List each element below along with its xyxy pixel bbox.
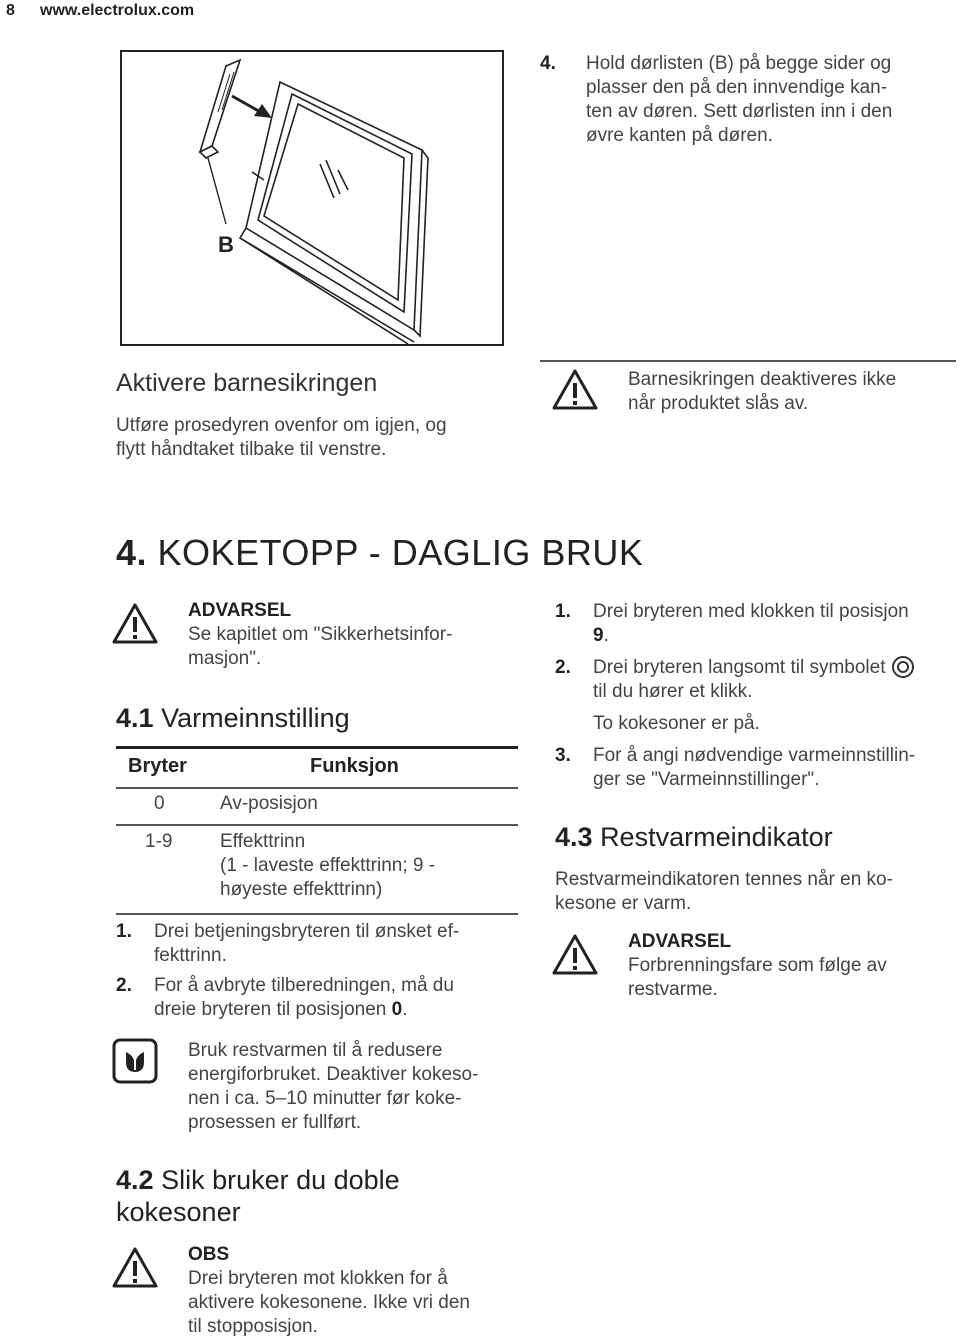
page-number: 8: [6, 2, 15, 19]
step-line: For å angi nødvendige varmeinnstillin-: [593, 745, 916, 766]
tip-line: Bruk restvarmen til å redusere: [188, 1040, 443, 1061]
table-header-funksjon: Funksjon: [310, 755, 399, 777]
tip-line: energiforbruket. Deaktiver kokeso-: [188, 1064, 479, 1085]
warning-line: masjon".: [188, 648, 262, 669]
table-cell-bryter: 0: [154, 793, 165, 814]
subsection-title: Varmeinnstilling: [161, 703, 350, 733]
step-end: .: [402, 999, 408, 1020]
position-zero: 0: [391, 999, 403, 1020]
door-trim-figure: [120, 50, 504, 346]
step-line: ten av døren. Sett dørlisten inn i den: [586, 101, 893, 122]
table-bottom-rule: [116, 913, 518, 915]
subsection-title: Slik bruker du doble: [161, 1165, 400, 1195]
obs-line: til stopposisjon.: [188, 1316, 318, 1337]
steps-right: [555, 600, 955, 792]
table-rule: [116, 787, 518, 789]
subsection-heading: [555, 821, 833, 853]
table-top-rule: [116, 746, 518, 749]
step-line: Hold dørlisten (B) på begge sider og: [586, 53, 892, 74]
warning-icon: [112, 602, 158, 644]
position-nine: 9: [593, 625, 604, 646]
step-result: To kokesoner er på.: [593, 713, 760, 734]
tip-line: prosessen er fullført.: [188, 1112, 362, 1133]
subsection-title: Restvarmeindikator: [600, 822, 833, 852]
step-text: dreie bryteren til posisjonen: [154, 999, 392, 1020]
step-line: fekttrinn.: [154, 945, 227, 966]
step-item: [116, 920, 516, 968]
subsection-number: 4.2: [116, 1165, 154, 1195]
obs-line: Drei bryteren mot klokken for å: [188, 1268, 448, 1289]
step-item: [555, 744, 955, 792]
energy-saving-icon: [112, 1038, 158, 1084]
step-line: til du hører et klikk.: [593, 681, 753, 702]
step-end: .: [603, 625, 609, 646]
steps-left: [116, 920, 516, 1022]
divider: [540, 360, 956, 362]
warning-line: Barnesikringen deaktiveres ikke: [628, 369, 897, 390]
cell-line: Effekttrinn: [220, 831, 306, 852]
warning-line: Se kapitlet om "Sikkerhetsinfor-: [188, 624, 453, 645]
subsection-title: kokesoner: [116, 1197, 241, 1227]
child-lock-warning: [628, 368, 948, 416]
body-line: flytt håndtaket tilbake til venstre.: [116, 439, 387, 460]
figure-label-b: B: [218, 232, 234, 257]
step-item: [555, 600, 955, 648]
step-number: 2.: [555, 657, 571, 678]
body-line: kesone er varm.: [555, 893, 692, 914]
warning-line: når produktet slås av.: [628, 393, 809, 414]
obs-note: [188, 1243, 518, 1339]
body-line: Restvarmeindikatoren tennes når en ko-: [555, 869, 893, 890]
safety-warning: [188, 599, 518, 671]
double-zone-symbol-icon: [892, 656, 914, 678]
warning-title: ADVARSEL: [188, 600, 292, 621]
step-line: Drei betjeningsbryteren til ønsket ef-: [154, 921, 460, 942]
table-cell-funksjon: [220, 830, 510, 902]
activate-body: [116, 414, 516, 462]
table-cell-bryter: 1-9: [145, 831, 173, 852]
step-line: Drei bryteren med klokken til posisjon: [593, 601, 909, 622]
section-heading: [116, 532, 643, 574]
step-line: plasser den på den innvendige kan-: [586, 77, 888, 98]
body-line: Utføre prosedyren ovenfor om igjen, og: [116, 415, 447, 436]
table-cell-funksjon: Av-posisjon: [220, 793, 318, 814]
warning-title: ADVARSEL: [628, 931, 732, 952]
warning-line: Forbrenningsfare som følge av: [628, 955, 887, 976]
eco-tip: [188, 1039, 518, 1135]
site-url: www.electrolux.com: [40, 2, 195, 19]
tip-line: nen i ca. 5–10 minutter før koke-: [188, 1088, 462, 1109]
burn-warning: [628, 930, 948, 1002]
section-number: 4.: [116, 532, 148, 573]
step-number: 1.: [555, 601, 571, 622]
caution-icon: [112, 1246, 158, 1288]
door-trim-step: [540, 52, 950, 148]
subsection-number: 4.1: [116, 703, 154, 733]
table-header-bryter: Bryter: [128, 755, 187, 777]
step-number: 1.: [116, 921, 132, 942]
activate-title: Aktivere barnesikringen: [116, 369, 378, 397]
warning-icon: [552, 933, 598, 975]
step-number: 3.: [555, 745, 571, 766]
step-item: [116, 974, 516, 1022]
section-title: KOKETOPP - DAGLIG BRUK: [157, 532, 644, 573]
step-number: 2.: [116, 975, 132, 996]
step-line: For å avbryte tilberedningen, må du: [154, 975, 454, 996]
cell-line: (1 - laveste effekttrinn; 9 -: [220, 855, 436, 876]
oven-door-illustration: [122, 52, 502, 344]
step-line: [154, 998, 516, 1022]
subsection-number: 4.3: [555, 822, 593, 852]
step-number: 4.: [540, 53, 556, 74]
step-line: Drei bryteren langsomt til symbolet: [593, 657, 886, 678]
obs-title: OBS: [188, 1244, 230, 1265]
subsection-heading: [116, 702, 350, 734]
step-line: øvre kanten på døren.: [586, 125, 773, 146]
table-rule: [116, 824, 518, 826]
warning-icon: [552, 368, 598, 410]
residual-heat-text: [555, 868, 955, 916]
subsection-heading: [116, 1164, 516, 1228]
step-line: ger se "Varmeinnstillinger".: [593, 769, 820, 790]
step-line: [593, 624, 955, 648]
step-item: [555, 656, 955, 736]
obs-line: aktivere kokesonene. Ikke vri den: [188, 1292, 470, 1313]
cell-line: høyeste effekttrinn): [220, 879, 383, 900]
warning-line: restvarme.: [628, 979, 718, 1000]
